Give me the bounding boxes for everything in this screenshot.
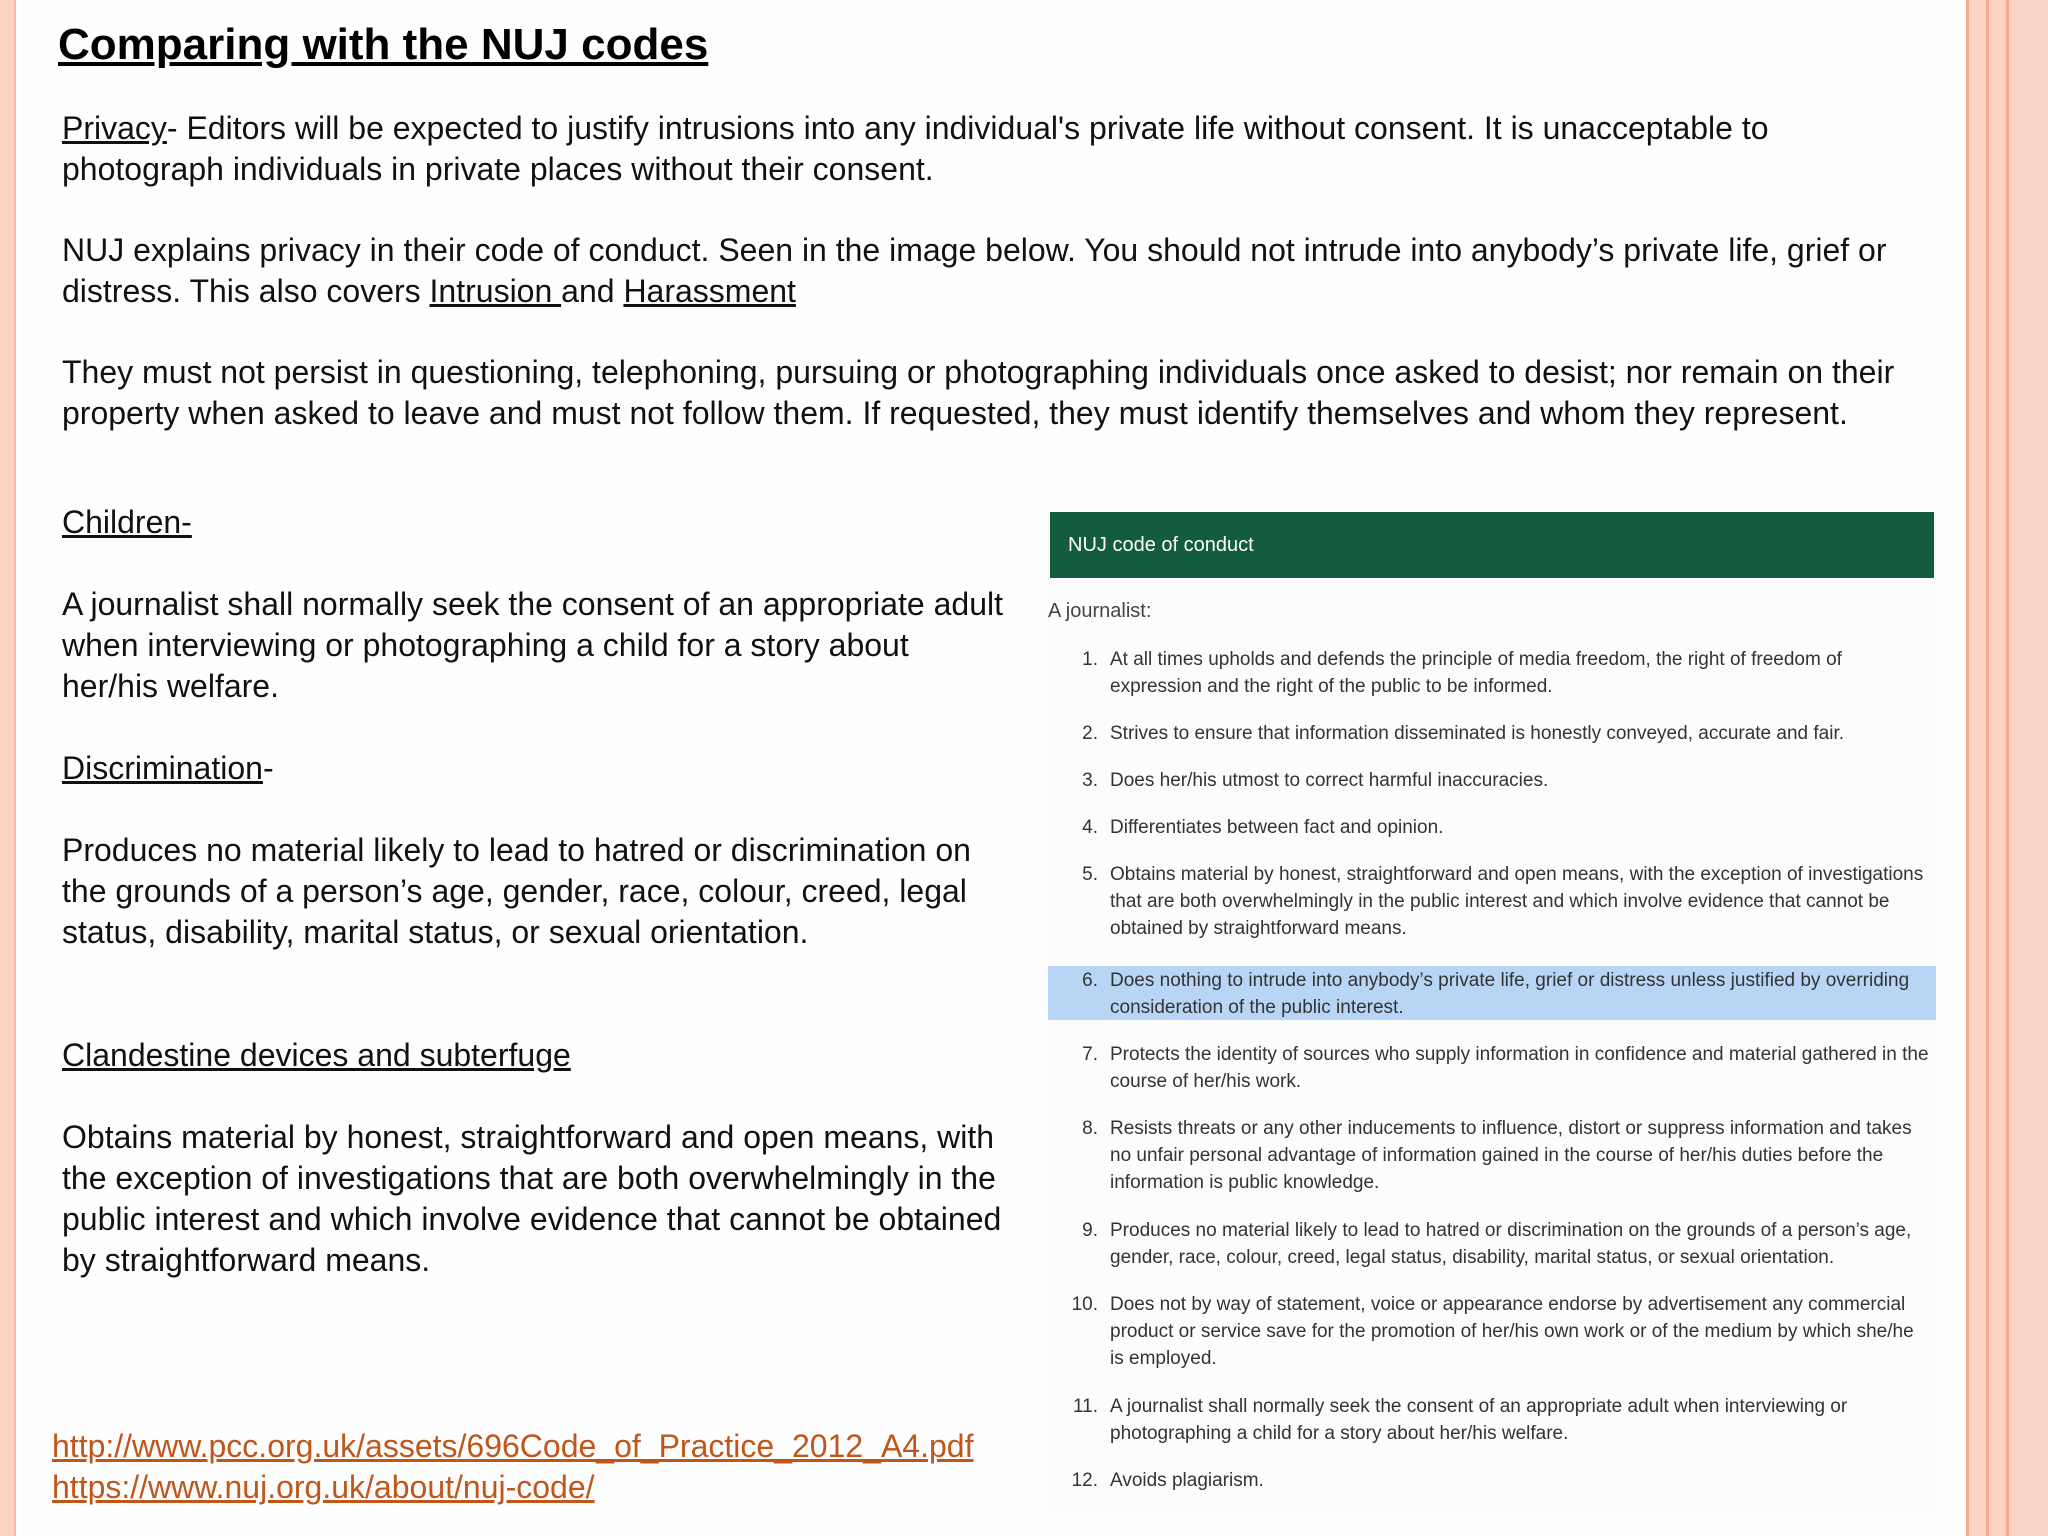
nuj-privacy-paragraph: [62, 230, 1902, 312]
nuj-code-intro: A journalist:: [1048, 600, 1152, 622]
reference-links: [52, 1426, 973, 1508]
pcc-code-link[interactable]: http://www.pcc.org.uk/assets/696Code_of_Practice_2012_A4.pdf: [52, 1428, 974, 1464]
slide-title: Comparing with the NUJ codes: [58, 20, 709, 69]
children-text: A journalist shall normally seek the consent of an appropriate adult when interviewing or photographing a child for a story about her/his welfare.: [62, 586, 1003, 704]
nuj-code-header: NUJ code of conduct: [1050, 512, 1934, 578]
nuj-code-image: NUJ code of conduct A journalist: 1. At all times upholds and defends the principle of media freedom, the right of freedom of expression and the right of the public to be informed. 2. Strives to ensure that information disseminated is honestly conveyed, accurate and fair. 3. Does her/his utmost to correct harmful inaccuracies. 4. Differentiates between fact and opinion. 5. Obtains material by honest, straightforward and open means, with the exception of investigations that are both overwhelmingly in the public interest and which involve evidence that cannot be obtained by straightforward means. 6. Does nothing to intrude into anybody’s private life, grief or distress unless justified by overriding consideration of the public interest. 7. Protects the identity of sources who supply information in confidence and material gathered in the course of her/his work. 8. Resists threats or any other inducements to influence, distort or suppress information and takes no unfair personal advantage of information gained in the course of her/his duties before the information is public knowledge. 9. Produces no material likely to lead to hatred or discrimination on the grounds of a person’s age, gender, race, colour, creed, legal status, disability, marital status, or sexual orientation. 10. Does not by way of statement, voice or appearance endorse by advertisement any commercial product or service save for the promotion of her/his own work or of the medium by which she/he is employed. 11. A journalist shall normally seek the consent of an appropriate adult when interviewing or photographing a child for a story about her/his welfare. 12. Avoids plagiarism.: [1048, 512, 1936, 1512]
intrusion-term: Intrusion: [429, 273, 562, 309]
privacy-paragraph: [62, 108, 1902, 190]
persist-paragraph: They must not persist in questioning, telephoning, pursuing or photographing individuals once asked to desist; nor remain on their property when asked to leave and must not follow them. If requested, they must identify themselves and whom they represent.: [62, 354, 1895, 431]
discrimination-suffix: -: [262, 750, 274, 786]
clandestine-text: Obtains material by honest, straightforward and open means, with the exception of investigations that are both overwhelmingly in the public interest and which involve evidence that cannot be obtained by straightforward means.: [62, 1119, 1002, 1278]
left-border: [0, 0, 14, 1536]
and-text: and: [561, 273, 624, 309]
privacy-text: - Editors will be expected to justify intrusions into any individual's private life without consent. It is unacceptable to photograph individuals in private places without their consent.: [62, 110, 1769, 187]
discrimination-heading-line: [62, 748, 1012, 789]
left-border-line: [14, 0, 16, 1536]
discrimination-text: Produces no material likely to lead to hatred or discrimination on the grounds of a person’s age, gender, race, colour, creed, legal status, disability, marital status, or sexual orientation.: [62, 832, 971, 950]
discrimination-heading: Discrimination: [62, 750, 263, 786]
nuj-code-link[interactable]: https://www.nuj.org.uk/about/nuj-code/: [52, 1469, 595, 1505]
clandestine-heading: Clandestine devices and subterfuge: [62, 1037, 571, 1073]
right-border-stripe: [1986, 0, 1989, 1536]
right-border-stripe: [2006, 0, 2009, 1536]
privacy-heading: Privacy: [62, 110, 167, 146]
right-border-stripe: [1966, 0, 1969, 1536]
nuj-privacy-text: NUJ explains privacy in their code of conduct. Seen in the image below. You should not intrude into anybody’s private life, grief or distress. This also covers: [62, 232, 1887, 309]
harassment-term: Harassment: [623, 273, 796, 309]
children-heading: Children-: [62, 504, 192, 540]
